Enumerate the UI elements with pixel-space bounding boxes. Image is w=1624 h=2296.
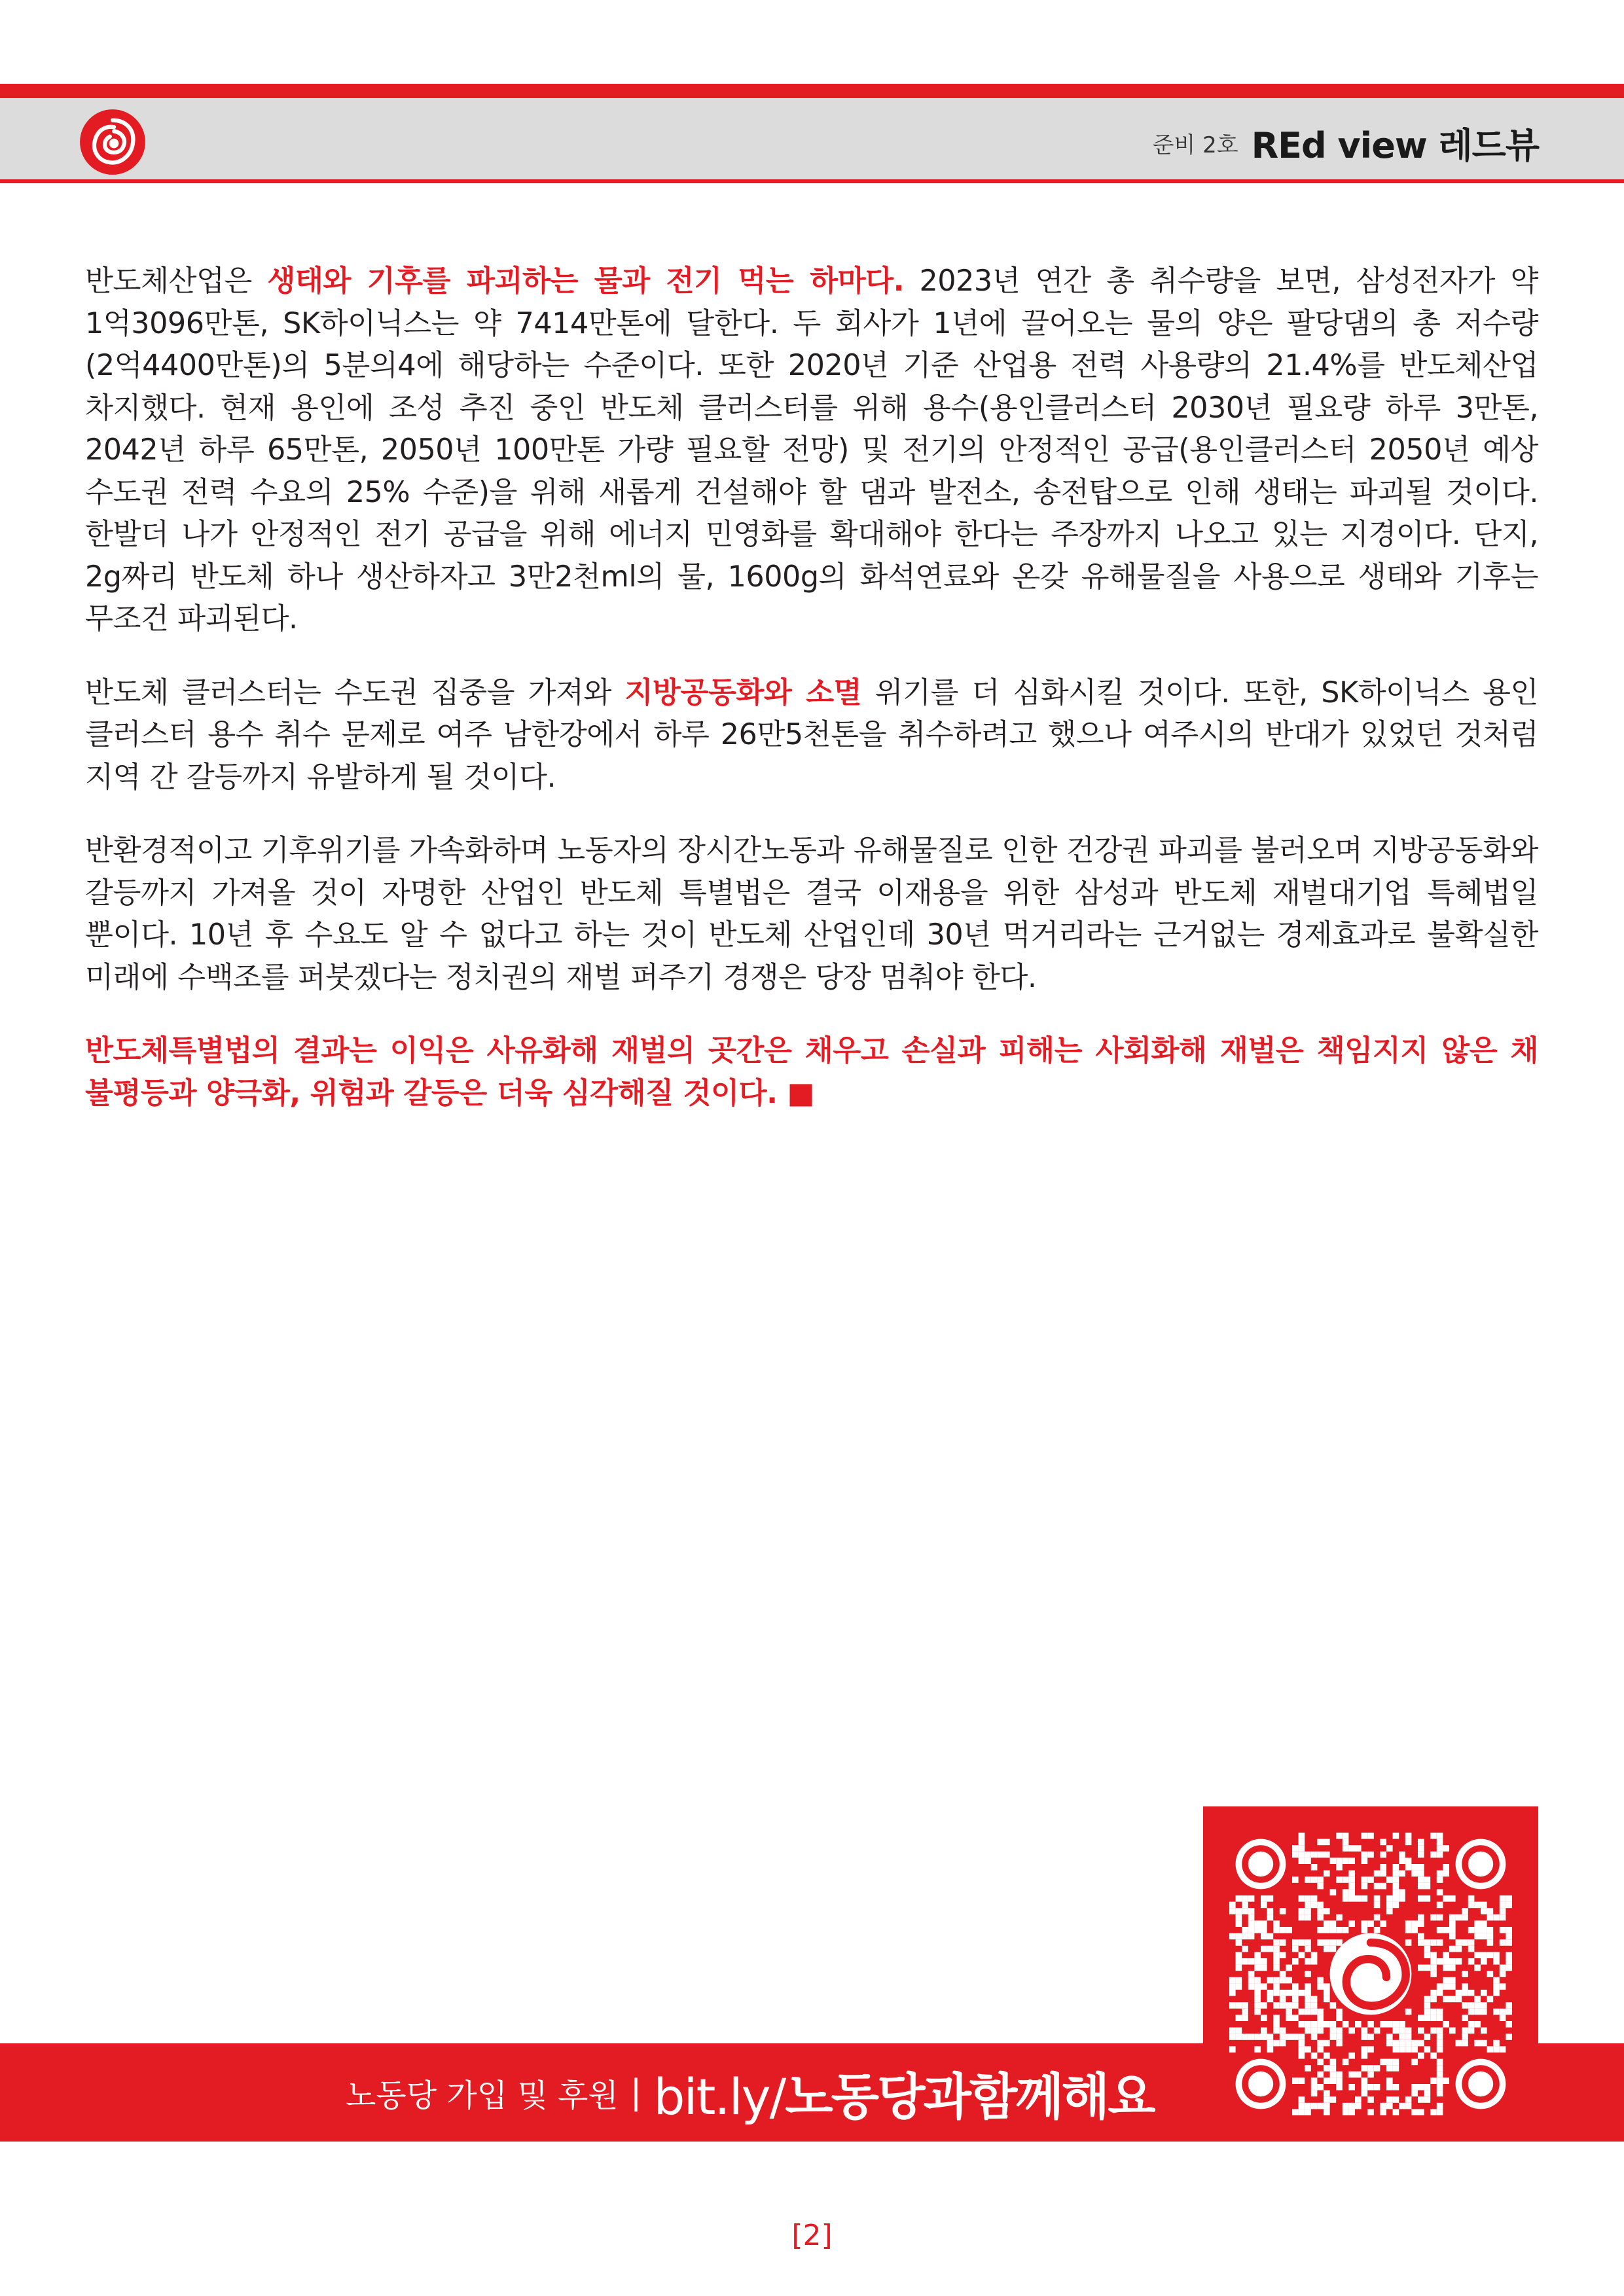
join-link-bold: 노동당과함께해요 <box>785 2067 1154 2126</box>
join-link[interactable] <box>653 2057 1153 2128</box>
header-underline <box>0 179 1624 183</box>
paragraph-2-highlight: 지방공동화와 소멸 <box>624 675 862 709</box>
join-banner <box>346 2043 1154 2142</box>
paragraph-4-conclusion: 반도체특별법의 결과는 이익은 사유화해 재벌의 곳간은 채우고 손실과 피해는 사회화해 재벌은 책임지지 않은 채 불평등과 양극화, 위험과 갈등은 더욱 심각해질 것이다. ■ <box>85 1034 1538 1110</box>
join-label: 노동당 가입 및 후원 <box>346 2077 619 2114</box>
paragraph-1-highlight: 생태와 기후를 파괴하는 물과 전기 먹는 하마다. <box>267 264 904 298</box>
article-body <box>85 260 1538 1146</box>
paragraph-3: 반환경적이고 기후위기를 가속화하며 노동자의 장시간노동과 유해물질로 인한 건강권 파괴를 불러오며 지방공동화와 갈등까지 가져올 것이 자명한 산업인 반도체 특별법은 결국 이재용을 위한 삼성과 반도체 재벌대기업 특혜법일 뿐이다. 10년 후 수요도 알 수 없다고 하는 것이 반도체 산업인데 30년 먹거리라는 근거없는 경제효과로 불확실한 미래에 수백조를 퍼붓겠다는 정치권의 재벌 퍼주기 경쟁은 당장 멈춰야 한다. <box>85 834 1538 994</box>
qr-code-icon <box>1229 1833 1512 2115</box>
paragraph-2-rest: 위기를 더 심화시킬 것이다. 또한, SK하이닉스 용인 클러스터 용수 취수 문제로 여주 남한강에서 하루 26만5천톤을 취수하려고 했으나 여주시의 반대가 있었던 것처럼 지역 간 갈등까지 유발하게 될 것이다. <box>85 675 1538 794</box>
paragraph-1 <box>85 260 1538 641</box>
issue-title: REd view 레드뷰 <box>1251 124 1539 166</box>
join-separator: | <box>630 2073 642 2112</box>
page-number: [2] <box>791 2219 833 2252</box>
paragraph-2 <box>85 672 1538 799</box>
red-rose-logo-icon <box>79 108 147 176</box>
join-link-prefix: bit.ly/ <box>653 2067 785 2126</box>
issue-header <box>1153 115 1539 170</box>
qr-code[interactable] <box>1203 1806 1538 2142</box>
paragraph-1-rest: 2023년 연간 총 취수량을 보면, 삼성전자가 약 1억3096만톤, SK하이닉스는 약 7414만톤에 달한다. 두 회사가 1년에 끌어오는 물의 양은 팔당댐의 총 저수량(2억4400만톤)의 5분의4에 해당하는 수준이다. 또한 2020년 기준 산업용 전력 사용량의 21.4%를 반도체산업 차지했다. 현재 용인에 조성 추진 중인 반도체 클러스터를 위해 용수(용인클러스터 2030년 필요량 하루 3만톤, 2042년 하루 65만톤, 2050년 100만톤 가량 필요할 전망) 및 전기의 안정적인 공급(용인클러스터 2050년 예상 수도권 전력 수요의 25% 수준)을 위해 새롭게 건설해야 할 댐과 발전소, 송전탑으로 인해 생태는 파괴될 것이다. 한발더 나가 안정적인 전기 공급을 위해 에너지 민영화를 확대해야 한다는 주장까지 나오고 있는 지경이다. 단지, 2g짜리 반도체 하나 생산하자고 3만2천ml의 물, 1600g의 화석연료와 온갖 유해물질을 사용으로 생태와 기후는 무조건 파괴된다. <box>85 264 1538 636</box>
issue-label: 준비 2호 <box>1152 132 1238 158</box>
paragraph-2-lead: 반도체 클러스터는 수도권 집중을 가져와 <box>85 675 625 709</box>
header-top-rule <box>0 84 1624 98</box>
paragraph-1-lead: 반도체산업은 <box>85 264 268 298</box>
